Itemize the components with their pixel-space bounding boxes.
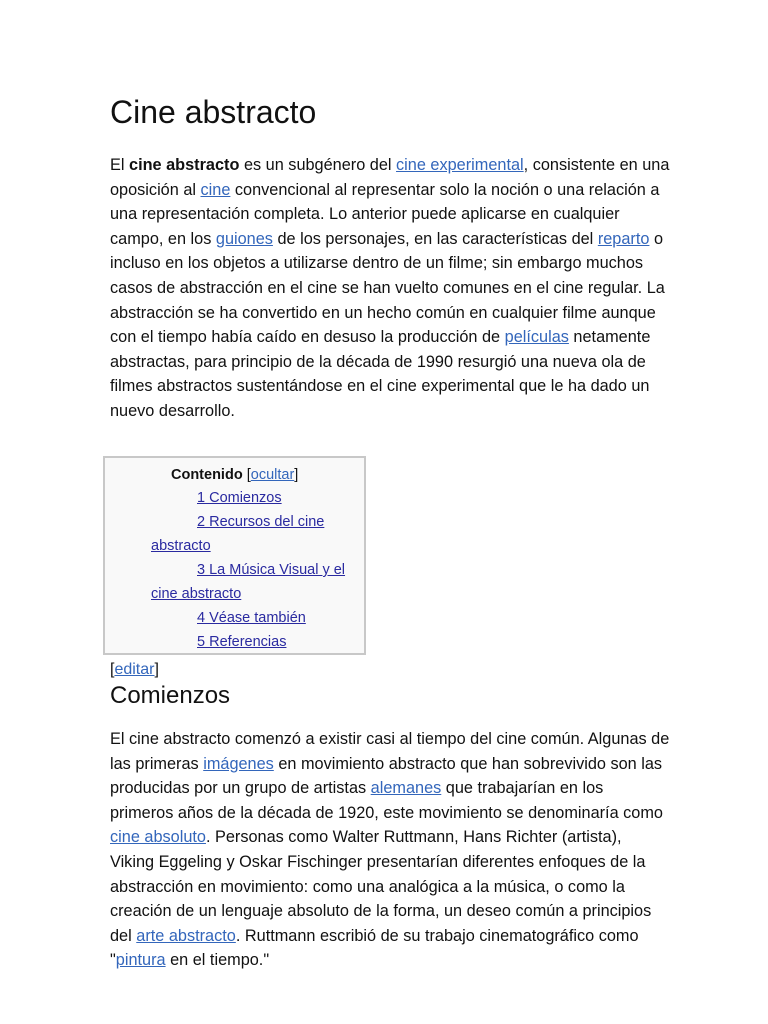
section-text: El cine abstracto comenzó a existir casi al tiempo del cine común. Algunas de las primeras <box>110 730 670 773</box>
edit-section <box>110 659 159 681</box>
intro-paragraph <box>110 153 670 424</box>
link-cine[interactable]: cine <box>200 180 231 199</box>
toc-link-comienzos[interactable]: 1 Comienzos <box>197 490 282 506</box>
edit-link[interactable]: editar <box>114 661 155 678</box>
section-heading-comienzos: Comienzos <box>110 682 231 709</box>
toc-title: Contenido <box>171 467 243 483</box>
link-pintura[interactable]: pintura <box>115 951 166 970</box>
section-text: en movimiento abstracto que han sobrevivido son las producidas por un grupo de artistas <box>110 754 663 798</box>
link-guiones[interactable]: guiones <box>215 229 273 248</box>
link-imagenes[interactable]: imágenes <box>203 754 274 773</box>
toc-bracket: [ <box>246 467 251 483</box>
section-text: en el tiempo." <box>165 951 270 970</box>
link-cine-absoluto[interactable]: cine absoluto <box>110 828 206 847</box>
intro-text: netamente abstractas, para principio de la década de 1990 resurgió una nueva ola de filmes abstractos sustentándose en el cine experimental que le ha dado un nuevo desarrollo. <box>110 328 651 420</box>
toc-item <box>151 630 366 654</box>
toc-link-referencias[interactable]: 5 Referencias <box>197 634 287 650</box>
toc-header <box>171 463 298 487</box>
link-cine-experimental[interactable]: cine experimental <box>396 156 524 174</box>
link-alemanes[interactable]: alemanes <box>370 779 442 798</box>
toc-item <box>151 486 366 510</box>
table-of-contents <box>103 456 366 655</box>
edit-bracket: [ <box>110 661 115 678</box>
intro-text: El <box>110 156 130 174</box>
section-text: que trabajarían en los primeros años de la década de 1920, este movimiento se denominaría como <box>110 779 663 822</box>
toc-bracket: ] <box>294 467 299 483</box>
intro-bold-term: cine abstracto <box>129 156 240 174</box>
toc-hide-link[interactable]: ocultar <box>250 467 295 483</box>
comienzos-paragraph <box>110 727 670 973</box>
link-reparto[interactable]: reparto <box>597 229 650 248</box>
intro-text: , consistente en una oposición al <box>110 156 670 199</box>
toc-item <box>151 510 366 558</box>
toc-link-musica-visual[interactable]: 3 La Música Visual y el cine abstracto <box>151 562 346 602</box>
link-arte-abstracto[interactable]: arte abstracto <box>136 926 236 945</box>
toc-item <box>151 606 366 630</box>
intro-text: de los personajes, en las características del <box>272 229 598 248</box>
intro-text: o incluso en los objetos a utilizarse dentro de un filme; sin embargo muchos casos de abstracción en el cine se han vuelto comunes en el cine regular. La abstracción se ha convertido en un hecho común en cualquier filme aunque con el tiempo había caído en desuso la producción de <box>110 229 665 347</box>
link-peliculas[interactable]: películas <box>504 328 569 347</box>
section-text: . Ruttmann escribió de su trabajo cinematográfico como " <box>110 926 639 970</box>
edit-bracket: ] <box>154 661 159 678</box>
page-title: Cine abstracto <box>110 94 317 130</box>
toc-link-vease-tambien[interactable]: 4 Véase también <box>197 610 306 626</box>
intro-text: es un subgénero del <box>239 156 397 174</box>
toc-link-recursos[interactable]: 2 Recursos del cine abstracto <box>151 514 325 554</box>
toc-item <box>151 558 366 606</box>
intro-text: convencional al representar solo la noción o una relación a una representación completa. Lo anterior puede aplicarse en cualquier campo, en los <box>110 180 660 248</box>
section-text: . Personas como Walter Ruttmann, Hans Richter (artista), Viking Eggeling y Oskar Fischinger presentarían diferentes enfoques de la abstracción en movimiento: como una analógica a la música, o como la creación de un lenguaje absoluto de la forma, un deseo común a principios del <box>110 828 652 945</box>
